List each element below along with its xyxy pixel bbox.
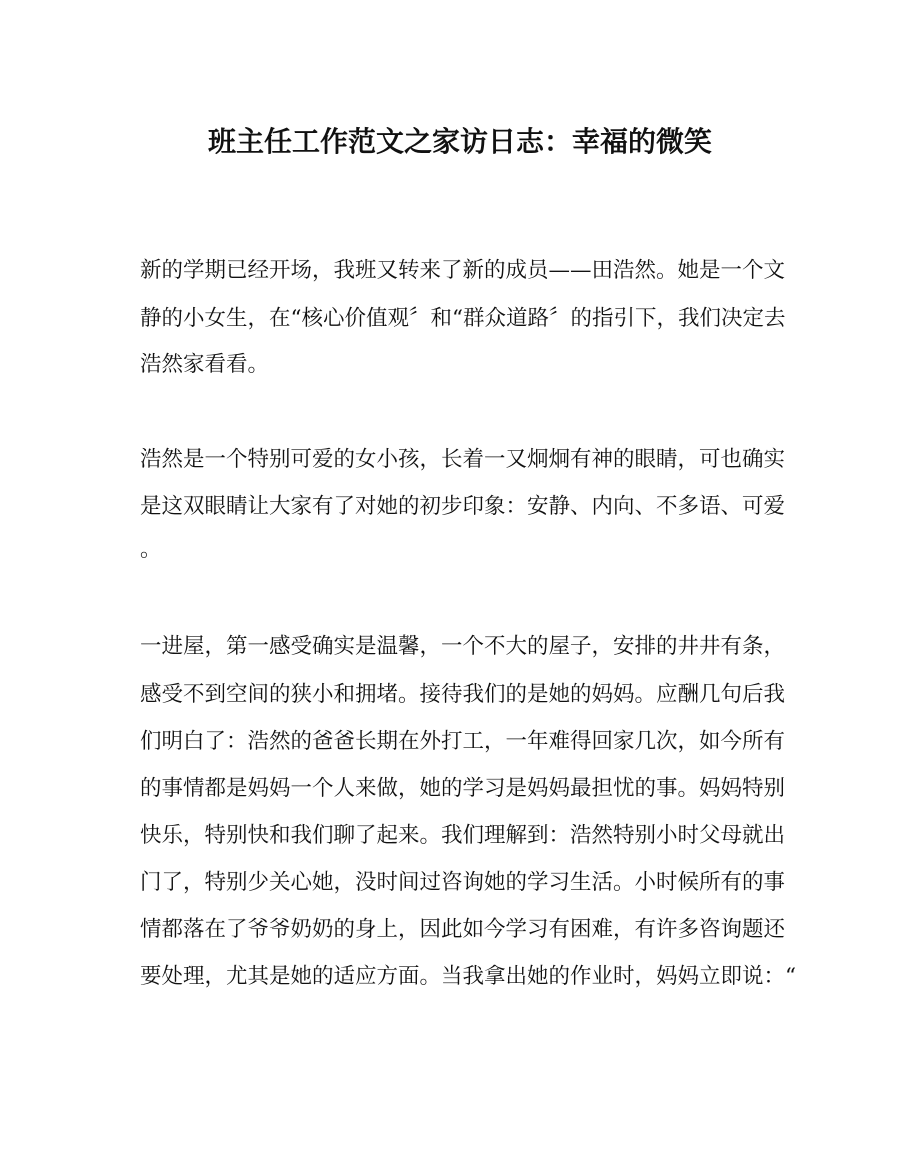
paragraph-3-line-5: 快乐，特别快和我们聊了起来。我们理解到：浩然特别小时父母就出 [140,823,786,848]
paragraph-3-line-2: 感受不到空间的狭小和拥堵。接待我们的是她的妈妈。应酬几句后我 [140,682,786,707]
paragraph-3-line-1: 一进屋，第一感受确实是温馨，一个不大的屋子，安排的井井有条， [140,634,786,659]
paragraph-2-line-1: 浩然是一个特别可爱的女小孩，长着一又炯炯有神的眼睛，可也确实 [140,447,786,472]
paragraph-3-line-3: 们明白了：浩然的爸爸长期在外打工，一年难得回家几次，如今所有 [140,729,786,754]
paragraph-3-line-6: 门了，特别少关心她，没时间过咨询她的学习生活。小时候所有的事 [140,870,786,895]
paragraph-3-line-8: 要处理，尤其是她的适应方面。当我拿出她的作业时，妈妈立即说：“ [140,964,796,989]
paragraph-1-line-3: 浩然家看看。 [140,352,270,377]
document-title: 班主任工作范文之家访日志：幸福的微笑 [207,125,712,158]
paragraph-3-line-7: 情都落在了爷爷奶奶的身上，因此如今学习有困难，有许多咨询题还 [140,917,786,942]
paragraph-2-line-3: 。 [140,537,162,562]
paragraph-1-line-1: 新的学期已经开场，我班又转来了新的成员——田浩然。她是一个文 [140,258,786,283]
paragraph-2-line-2: 是这双眼睛让大家有了对她的初步印象：安静、内向、不多语、可爱 [140,494,786,519]
paragraph-3-line-4: 的事情都是妈妈一个人来做，她的学习是妈妈最担忧的事。妈妈特别 [140,776,786,801]
paragraph-1-line-2: 静的小女生，在“核心价值观〞和“群众道路〞的指引下，我们决定去 [140,306,786,331]
